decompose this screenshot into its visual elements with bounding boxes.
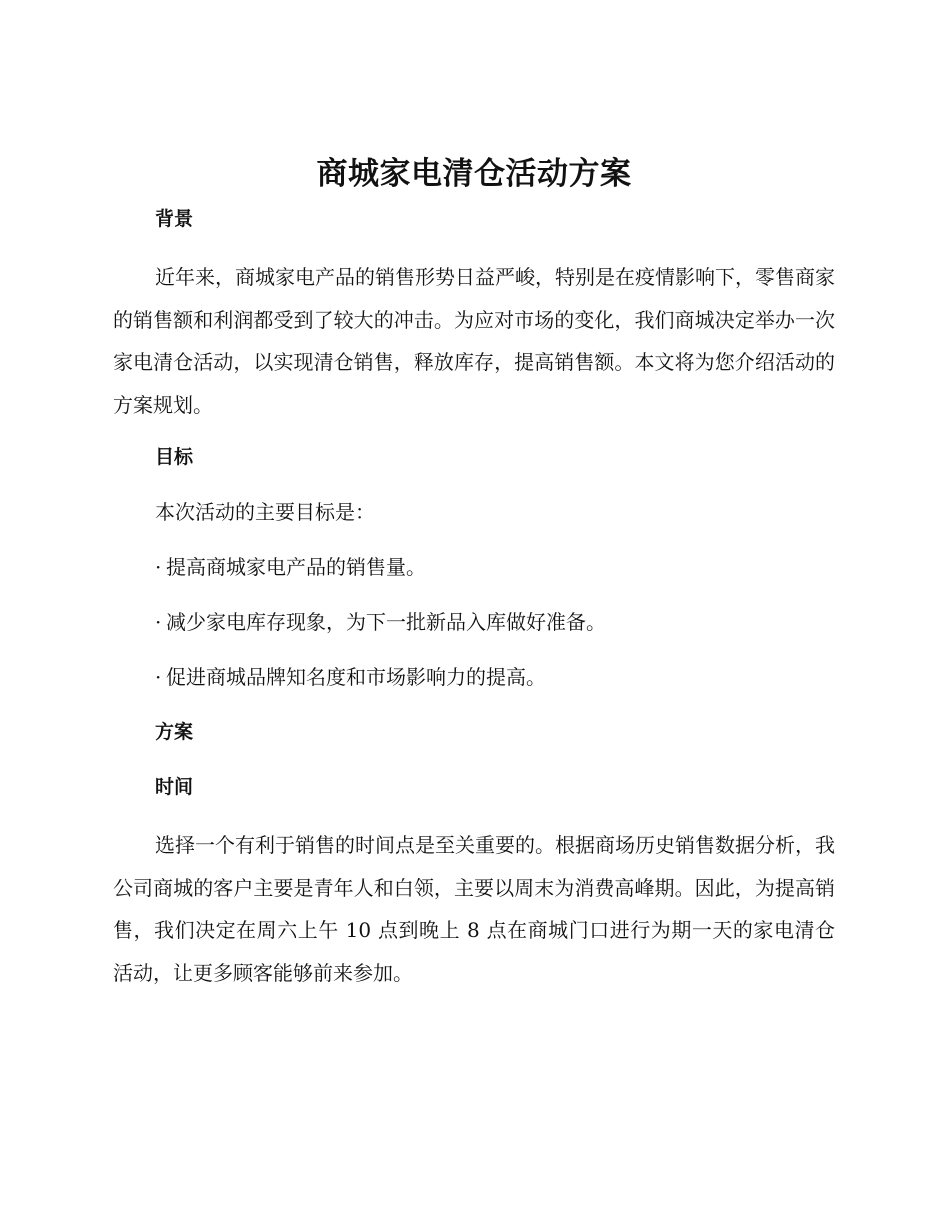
document-title: 商城家电清仓活动方案: [316, 156, 632, 192]
goal-list-item: [113, 550, 835, 584]
goal-list-item: [113, 660, 835, 694]
bullet-dot: ·: [155, 555, 162, 579]
goal-item-text: 提高商城家电产品的销售量。: [166, 555, 426, 579]
section-heading-goals: 目标: [155, 446, 194, 468]
subsection-heading-time: 时间: [155, 776, 194, 798]
section-heading-background: 背景: [155, 208, 194, 230]
goal-list-item: [113, 605, 835, 639]
document-content: [113, 148, 835, 994]
goal-item-text: 促进商城品牌知名度和市场影响力的提高。: [166, 665, 546, 689]
time-paragraph: 选择一个有利于销售的时间点是至关重要的。根据商场历史销售数据分析，我公司商城的客户主要是青年人和白领，主要以周末为消费高峰期。因此，为提高销售，我们决定在周六上午 10 点到晚上 8 点在商城门口进行为期一天的家电清仓活动，让更多顾客能够前来参加。: [113, 833, 835, 985]
bullet-dot: ·: [155, 665, 162, 689]
goals-intro: 本次活动的主要目标是：: [155, 500, 375, 524]
section-heading-plan: 方案: [155, 721, 194, 743]
background-paragraph: 近年来，商城家电产品的销售形势日益严峻，特别是在疫情影响下，零售商家的销售额和利润都受到了较大的冲击。为应对市场的变化，我们商城决定举办一次家电清仓活动，以实现清仓销售，释放库存，提高销售额。本文将为您介绍活动的方案规划。: [113, 265, 835, 417]
bullet-dot: ·: [155, 610, 162, 634]
goal-item-text: 减少家电库存现象，为下一批新品入库做好准备。: [166, 610, 606, 634]
